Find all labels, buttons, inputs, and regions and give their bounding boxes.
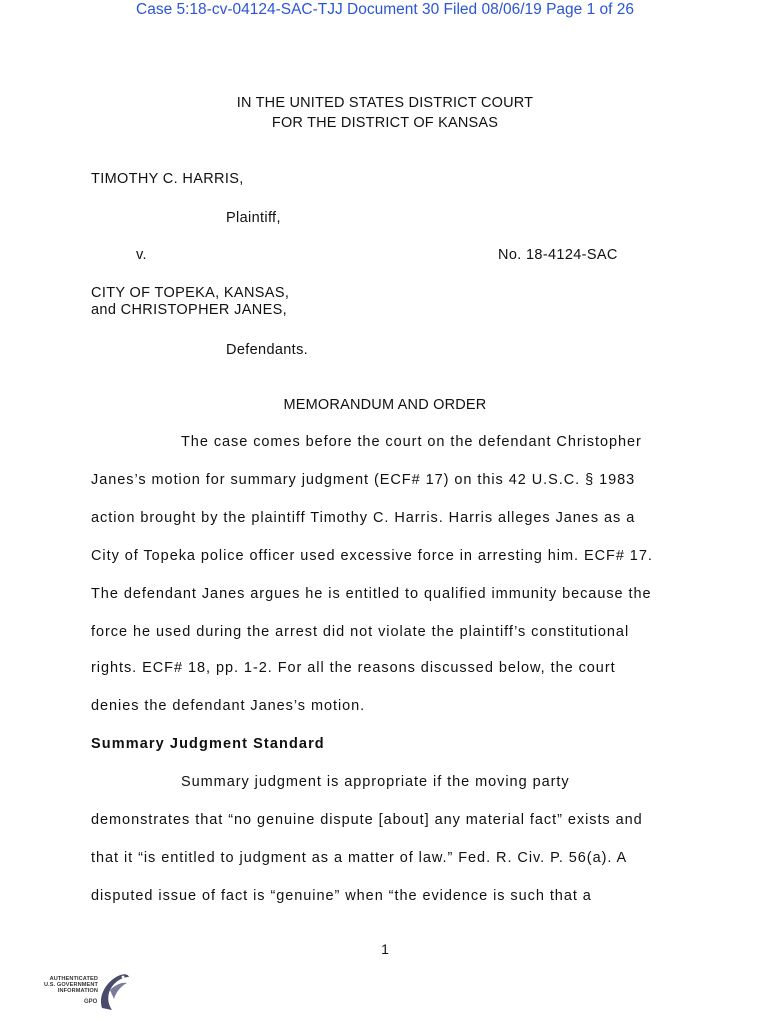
defendant-role: Defendants.	[226, 342, 309, 358]
body-line: Janes’s motion for summary judgment (ECF# 17) on this 42 U.S.C. § 1983	[91, 472, 636, 488]
versus: v.	[136, 247, 147, 263]
gpo-seal-line: U.S. GOVERNMENT	[43, 982, 98, 989]
case-number: No. 18-4124-SAC	[498, 247, 618, 263]
section-line: that it “is entitled to judgment as a matter of law.” Fed. R. Civ. P. 56(a). A	[91, 850, 628, 866]
gpo-label: GPO	[84, 999, 98, 1005]
section-heading: Summary Judgment Standard	[91, 736, 325, 752]
gpo-seal-text	[38, 976, 98, 995]
body-line: force he used during the arrest did not violate the plaintiff’s constitutional	[91, 624, 630, 640]
gpo-authentication-seal	[38, 968, 148, 1016]
plaintiff-name: TIMOTHY C. HARRIS,	[91, 171, 244, 187]
section-line: disputed issue of fact is “genuine” when “the evidence is such that a	[91, 888, 592, 904]
body-line: The case comes before the court on the defendant Christopher	[181, 434, 642, 450]
plaintiff-role: Plaintiff,	[226, 210, 281, 226]
body-line: rights. ECF# 18, pp. 1-2. For all the reasons discussed below, the court	[91, 660, 616, 676]
gpo-seal-line: AUTHENTICATED	[49, 976, 98, 982]
body-line: denies the defendant Janes’s motion.	[91, 698, 366, 714]
gpo-eagle-icon	[96, 968, 130, 1012]
page-number: 1	[381, 941, 389, 957]
gpo-seal-line: INFORMATION	[57, 988, 98, 995]
body-line: The defendant Janes argues he is entitled to qualified immunity because the	[91, 586, 652, 602]
body-line: action brought by the plaintiff Timothy C. Harris. Harris alleges Janes as a	[91, 510, 636, 526]
body-line: City of Topeka police officer used excessive force in arresting him. ECF# 17.	[91, 548, 653, 564]
case-header-stamp: Case 5:18-cv-04124-SAC-TJJ Document 30 Filed 08/06/19 Page 1 of 26	[136, 1, 634, 18]
section-line: Summary judgment is appropriate if the moving party	[181, 774, 570, 790]
document-title: MEMORANDUM AND ORDER	[283, 397, 487, 413]
section-line: demonstrates that “no genuine dispute [about] any material fact” exists and	[91, 812, 643, 828]
defendant-line1: CITY OF TOPEKA, KANSAS,	[91, 285, 290, 301]
defendant-line2: and CHRISTOPHER JANES,	[91, 302, 287, 318]
court-name-line1: IN THE UNITED STATES DISTRICT COURT	[236, 95, 534, 111]
court-name-line2: FOR THE DISTRICT OF KANSAS	[271, 115, 499, 131]
